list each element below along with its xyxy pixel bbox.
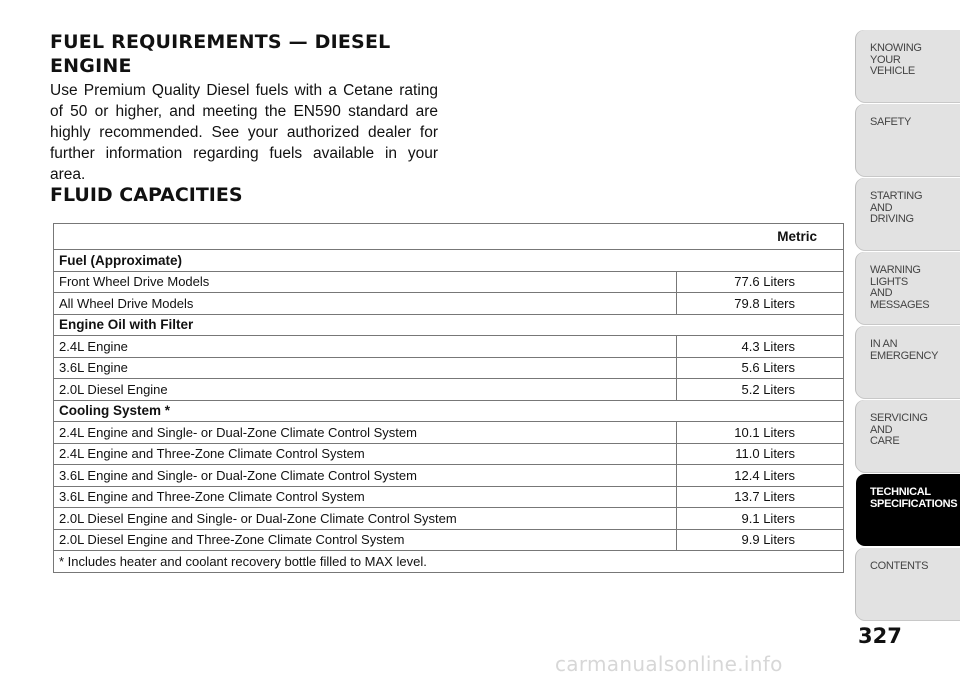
table-row — [54, 465, 844, 487]
tab-label: IN AN EMERGENCY — [870, 338, 939, 362]
tab-label: KNOWING YOUR VEHICLE — [870, 42, 922, 77]
table-row — [54, 486, 844, 508]
row-label: 3.6L Engine and Three-Zone Climate Control System — [54, 486, 677, 508]
tab-label: STARTING AND DRIVING — [870, 190, 923, 225]
row-label: Front Wheel Drive Models — [54, 271, 677, 293]
section-title: Fuel (Approximate) — [54, 250, 844, 272]
table-row — [54, 508, 844, 530]
row-label: 2.4L Engine and Three-Zone Climate Control System — [54, 443, 677, 465]
row-value: 9.9 Liters — [677, 529, 844, 551]
table-header-row — [54, 224, 844, 250]
row-value: 12.4 Liters — [677, 465, 844, 487]
tab-label: SAFETY — [870, 116, 911, 128]
tab-label: CONTENTS — [870, 560, 929, 572]
table-row — [54, 379, 844, 401]
table-footnote: * Includes heater and coolant recovery bottle filled to MAX level. — [54, 551, 844, 573]
row-value: 10.1 Liters — [677, 422, 844, 444]
page-number: 327 — [858, 624, 902, 648]
row-value: 13.7 Liters — [677, 486, 844, 508]
metric-column-header: Metric — [54, 224, 844, 250]
table-section-row — [54, 250, 844, 272]
table-row — [54, 271, 844, 293]
tab-in-an-emergency[interactable] — [856, 326, 960, 398]
row-label: 3.6L Engine and Single- or Dual-Zone Climate Control System — [54, 465, 677, 487]
tab-label: SERVICING AND CARE — [870, 412, 928, 447]
table-row — [54, 443, 844, 465]
watermark: carmanualsonline.info — [555, 652, 783, 676]
row-value: 5.2 Liters — [677, 379, 844, 401]
tab-warning-lights[interactable] — [856, 252, 960, 324]
tab-label: TECHNICAL SPECIFICATIONS — [870, 486, 958, 510]
tab-knowing-your-vehicle[interactable] — [856, 30, 960, 102]
heading-fluid-capacities: FLUID CAPACITIES — [50, 184, 243, 206]
tab-technical-specifications[interactable] — [856, 474, 960, 546]
row-label: All Wheel Drive Models — [54, 293, 677, 315]
row-value: 4.3 Liters — [677, 336, 844, 358]
table-row — [54, 357, 844, 379]
table-row — [54, 422, 844, 444]
row-value: 11.0 Liters — [677, 443, 844, 465]
row-value: 79.8 Liters — [677, 293, 844, 315]
table-row — [54, 293, 844, 315]
table-section-row — [54, 314, 844, 336]
footnote-row — [54, 551, 844, 573]
table-section-row — [54, 400, 844, 422]
row-label: 2.0L Diesel Engine and Single- or Dual-Zone Climate Control System — [54, 508, 677, 530]
table-row — [54, 336, 844, 358]
row-label: 2.0L Diesel Engine — [54, 379, 677, 401]
tab-safety[interactable] — [856, 104, 960, 176]
row-value: 77.6 Liters — [677, 271, 844, 293]
row-label: 2.4L Engine — [54, 336, 677, 358]
row-value: 9.1 Liters — [677, 508, 844, 530]
tab-label: WARNING LIGHTS AND MESSAGES — [870, 264, 930, 311]
row-label: 3.6L Engine — [54, 357, 677, 379]
fuel-requirements-text: Use Premium Quality Diesel fuels with a Cetane rating of 50 or higher, and meeting the EN590 standard are highly recommended. See your authorized dealer for further information regarding fuels available in your area. — [50, 82, 438, 183]
heading-fuel-requirements: FUEL REQUIREMENTS — DIESEL ENGINE — [50, 31, 391, 77]
section-title: Cooling System * — [54, 400, 844, 422]
table-row — [54, 529, 844, 551]
fluid-capacities-table — [53, 223, 844, 573]
section-title: Engine Oil with Filter — [54, 314, 844, 336]
tab-servicing-and-care[interactable] — [856, 400, 960, 472]
row-value: 5.6 Liters — [677, 357, 844, 379]
tab-starting-and-driving[interactable] — [856, 178, 960, 250]
row-label: 2.0L Diesel Engine and Three-Zone Climate Control System — [54, 529, 677, 551]
row-label: 2.4L Engine and Single- or Dual-Zone Climate Control System — [54, 422, 677, 444]
tab-contents[interactable] — [856, 548, 960, 620]
